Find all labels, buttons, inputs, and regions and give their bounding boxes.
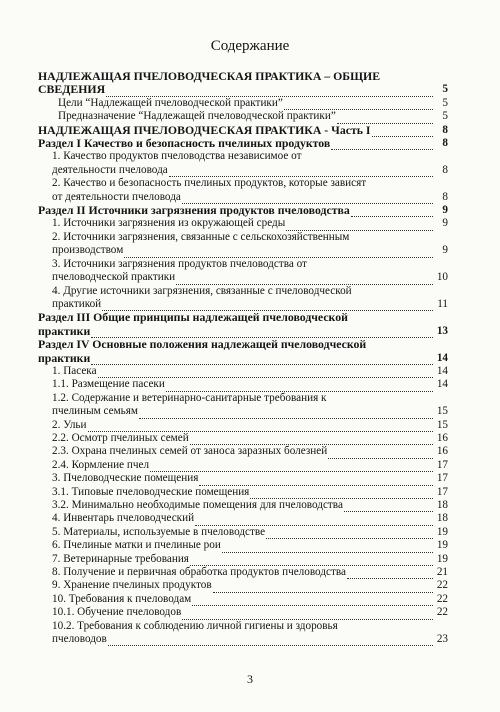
toc-entry [38,258,448,285]
toc-entry-text: Предназначение “Надлежащей пчеловодческой практики” [58,110,336,123]
toc-entry-text: 9. Хранение пчелиных продуктов [52,579,212,592]
toc-entry-text: 10.1. Обучение пчеловодов [52,606,182,619]
toc-entry-text: пчелиным семьям [52,405,139,418]
toc-entry [38,620,448,647]
dot-leader [124,248,433,258]
toc-entry-text: 2.4. Кормление пчел [52,458,150,471]
toc-entry-text: 1. Источники загрязнения из окружающей среды [52,217,286,230]
toc-entry [38,445,448,458]
dot-leader [284,100,433,110]
toc-page-number: 19 [436,539,448,552]
toc-page-number: 23 [436,633,448,646]
toc-entry-text: 2.3. Охрана пчелиных семей от заноса заразных болезней [52,445,328,458]
toc-entry-text: пчеловодческой практики [52,271,176,284]
toc-entry-text: 3. Пчеловодческие помещения [52,472,199,485]
toc-entry [38,566,448,579]
toc-entry [38,231,448,258]
toc-page-number: 21 [436,566,448,579]
dot-leader [195,516,433,526]
dot-leader [102,301,433,311]
dot-leader [213,583,433,593]
toc-entry-text: НАДЛЕЖАЩАЯ ПЧЕЛОВОДЧЕСКАЯ ПРАКТИКА – ОБЩИЕ [38,70,381,83]
toc-entry-text: практикой [52,297,102,310]
toc-page-number: 14 [436,364,448,377]
toc-page-number: 18 [436,499,448,511]
toc-entry-text: от деятельности пчеловода [52,190,181,203]
toc-page-number: 10 [436,271,448,284]
toc-entry [38,150,448,177]
dot-leader [190,556,433,566]
toc-entry-text: практики [38,323,91,338]
page-title: Содержание [210,38,290,54]
table-of-contents [38,70,448,646]
toc-entry-text: практики [38,350,91,365]
toc-entry-text: 3.2. Минимально необходимые помещения для пчеловодства [52,499,343,511]
dot-leader [106,87,433,97]
toc-entry [38,378,448,391]
toc-entry-text: 2.2. Осмотр пчелиных семей [52,431,189,444]
toc-entry-text: СВЕДЕНИЯ [38,82,106,97]
toc-page-number: 15 [436,405,448,418]
dot-leader [286,221,433,231]
toc-page-number: 8 [442,137,448,150]
toc-entry-text: 1. Качество продуктов пчеловодства независимое от [52,150,302,163]
dot-leader [328,449,433,459]
dot-leader [166,382,433,392]
toc-entry-text: 8. Получение и первичная обработка продуктов пчеловодства [52,566,346,579]
dot-leader [344,502,433,512]
toc-entry-text: 4. Инвентарь пчеловодческий [52,512,195,525]
dot-leader [266,529,433,539]
toc-entry-text: Цели “Надлежащей пчеловодческой практики” [58,96,283,109]
toc-page-number: 22 [436,592,448,605]
toc-page-number: 9 [442,204,448,217]
toc-page-number: 8 [442,190,448,203]
toc-page-number: 22 [436,606,448,619]
toc-entry [38,97,448,110]
dot-leader [88,422,433,432]
dot-leader [222,543,433,553]
toc-entry [38,472,448,485]
toc-entry [38,177,448,204]
toc-entry [38,459,448,472]
toc-page-number: 17 [436,472,448,485]
toc-section-entry [38,338,448,365]
toc-page-number: 8 [442,163,448,176]
toc-entry-text: 3.1. Типовые пчеловодческие помещения [52,485,250,498]
toc-entry-text: пчеловодов [52,633,107,646]
toc-page-number: 14 [436,378,448,391]
dot-leader [150,462,433,472]
dot-leader [108,636,433,646]
toc-page-number: 18 [436,512,448,525]
toc-page-number: 8 [442,123,448,136]
toc-section-entry [38,204,448,217]
dot-leader [169,167,433,177]
toc-page-number: 16 [436,431,448,444]
toc-entry-text: Раздел I Качество и безопасность пчелиных продуктов [38,136,331,151]
toc-entry-text: Раздел II Источники загрязнения продуктов пчеловодства [38,203,350,218]
toc-page-number: 17 [436,485,448,498]
toc-section-entry [38,124,448,137]
toc-entry-text: 10.2. Требования к соблюдению личной гигиены и здоровья [52,619,338,632]
toc-page-number: 5 [442,110,448,123]
toc-entry [38,365,448,378]
dot-leader [372,127,433,137]
toc-page-number: 13 [436,324,448,337]
toc-entry [38,512,448,525]
dot-leader [139,409,433,419]
toc-entry-text: 3. Источники загрязнения продуктов пчеловодства от [52,257,307,270]
toc-entry [38,499,448,512]
toc-entry [38,579,448,592]
toc-entry [38,526,448,539]
toc-entry-text: 5. Материалы, используемые в пчеловодстве [52,525,266,538]
toc-page-number: 9 [442,244,448,257]
toc-entry-text: деятельности пчеловода [52,163,168,176]
toc-page-number: 19 [436,552,448,565]
toc-entry-text: Раздел III Общие принципы надлежащей пчеловодческой [38,311,348,325]
toc-entry [38,486,448,499]
toc-entry [38,419,448,432]
toc-entry [38,539,448,552]
toc-entry [38,553,448,566]
dot-leader [199,476,433,486]
page-number: 3 [247,672,253,686]
toc-page-number: 19 [436,525,448,538]
toc-entry-text: 2. Источники загрязнения, связанные с сельскохозяйственным [52,230,350,243]
toc-section-entry [38,137,448,150]
dot-leader [91,328,433,338]
toc-page-number: 11 [437,297,448,310]
toc-entry [38,432,448,445]
toc-page-number: 17 [436,458,448,471]
dot-leader [347,569,433,579]
dot-leader [192,596,433,606]
toc-entry [38,285,448,312]
toc-entry [38,593,448,606]
toc-entry [38,392,448,419]
toc-entry-text: 1. Пасека [52,364,97,377]
toc-section-entry [38,311,448,338]
dot-leader [176,275,433,285]
dot-leader [182,610,433,620]
toc-entry-text: производством [52,244,124,257]
toc-page-number: 15 [436,418,448,431]
dot-leader [331,140,433,150]
toc-page-number: 22 [436,579,448,592]
toc-entry-text: 7. Ветеринарные требования [52,552,189,565]
toc-entry [38,217,448,230]
toc-section-entry [38,70,448,97]
toc-page-number: 5 [442,96,448,109]
toc-page-number: 14 [436,351,448,364]
toc-page-number: 16 [436,445,448,458]
toc-entry-text: 6. Пчелиные матки и пчелиные рои [52,539,221,552]
toc-entry [38,606,448,619]
toc-entry-text: 1.2. Содержание и ветеринарно-санитарные требования к [52,391,327,404]
toc-page-number: 9 [442,217,448,230]
toc-entry-text: 10. Требования к пчеловодам [52,592,192,605]
toc-entry-text: 1.1. Размещение пасеки [52,378,165,391]
toc-entry-text: НАДЛЕЖАЩАЯ ПЧЕЛОВОДЧЕСКАЯ ПРАКТИКА - Часть I [38,122,371,137]
toc-entry-text: 2. Качество и безопасность пчелиных продуктов, которые зависят [52,177,367,190]
toc-entry [38,110,448,123]
toc-entry-text: 2. Ульи [52,418,87,431]
dot-leader [250,489,433,499]
toc-entry-text: Раздел IV Основные положения надлежащей пчеловодческой [38,338,367,352]
dot-leader [351,207,433,217]
toc-entry-text: 4. Другие источники загрязнения, связанные с пчеловодческой [52,284,352,297]
toc-page-number: 5 [442,83,448,96]
dot-leader [190,435,433,445]
dot-leader [98,368,433,378]
dot-leader [91,355,433,365]
